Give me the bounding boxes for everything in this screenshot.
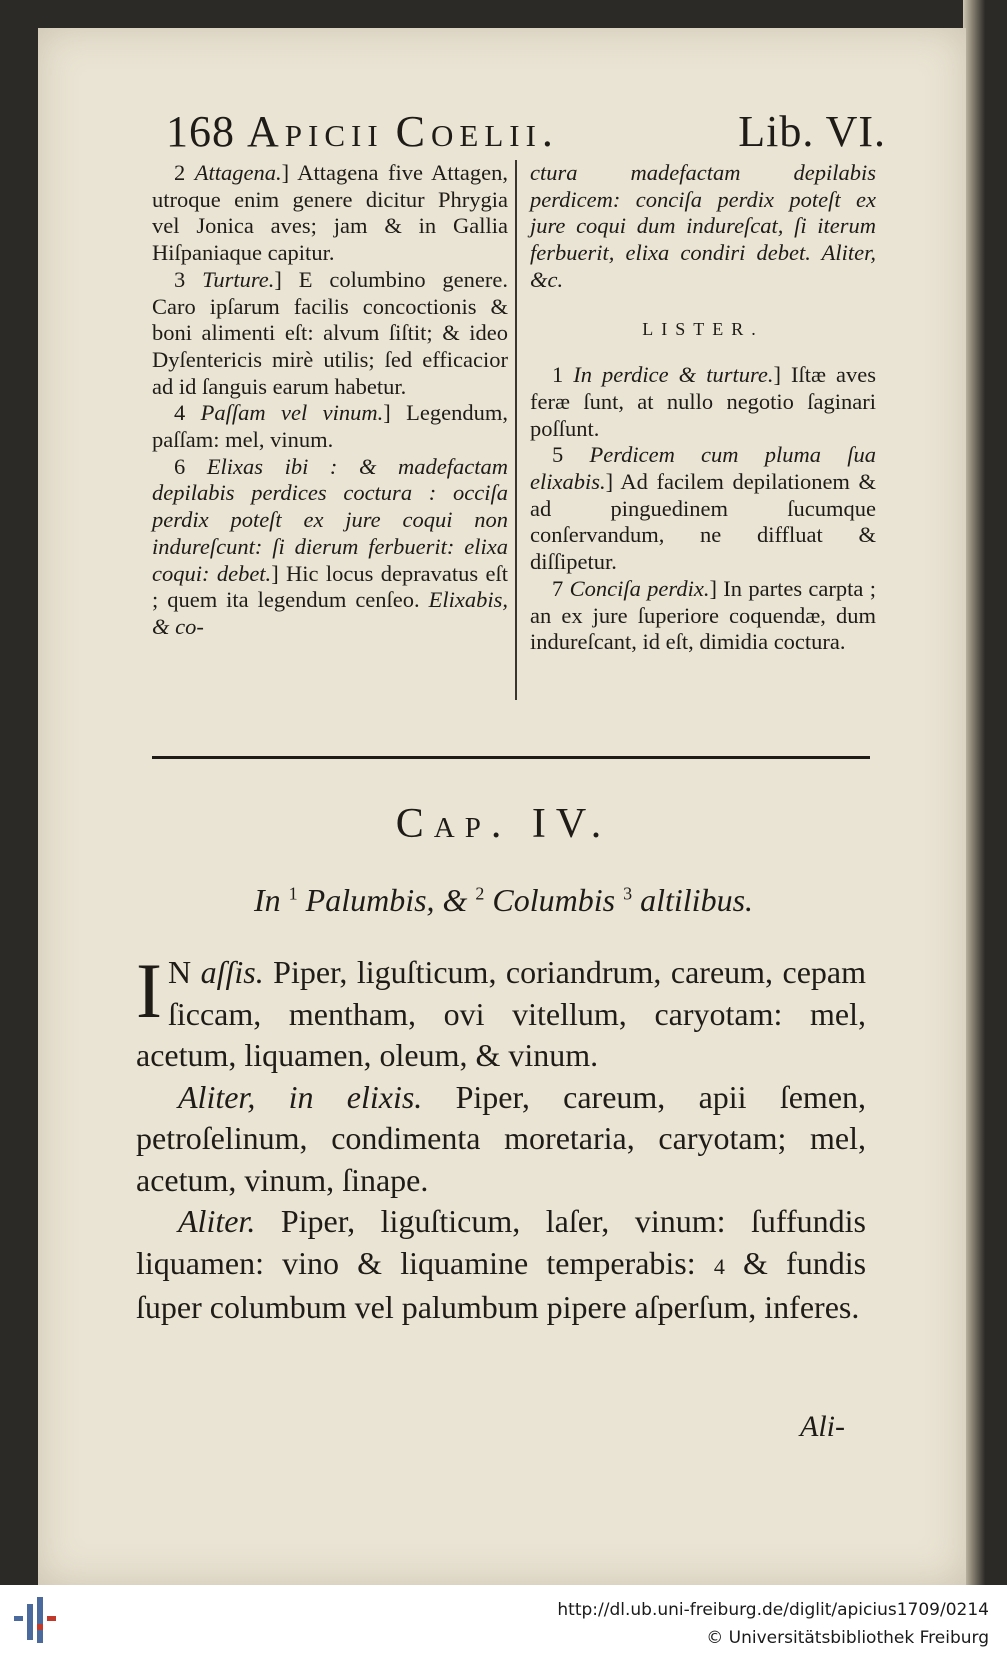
header-book: Lib. VI. xyxy=(738,107,886,156)
chapter-title: Cap. IV. xyxy=(395,801,612,847)
note-4: 4 Paſſam vel vinum.] Legendum, paſſam: mel, vinum. xyxy=(152,400,508,453)
running-header xyxy=(166,106,886,157)
lister-note-1: 1 In perdice & turture.] Iſtæ aves feræ ſunt, at nullo negotio ſaginari poſſunt. xyxy=(530,362,876,441)
recipe-paragraph-2: Aliter, in elixis. Piper, careum, apii ſemen, petroſelinum, condimenta moretaria, caryotam; mel, acetum, vinum, ſinape. xyxy=(136,1078,867,1198)
horizontal-rule xyxy=(152,756,870,759)
note-6-continuation: ctura madefactam depilabis perdicem: conciſa perdix poteſt ex jure coqui dum indureſcat, ſi iterum ferbuerit, elixa condiri debet. Aliter, &c. xyxy=(530,160,876,292)
recipe-paragraph-1: I N aſſis. Piper, liguſticum, coriandrum, careum, cepam ſiccam, mentham, ovi vitellum, caryotam: mel, acetum, liquamen, oleum, & vinum. xyxy=(136,947,866,1073)
note-2: 2 Attagena.] Attagena five Attagen, utroque enim genere dicitur Phrygia vel Jonica aves; jam & in Gallia Hiſpaniaque capitur. xyxy=(152,160,508,266)
permalink-url[interactable]: http://dl.ub.uni-freiburg.de/diglit/apicius1709/0214 xyxy=(557,1600,989,1620)
recipe-body xyxy=(136,947,867,1329)
catchword: Ali- xyxy=(800,1410,845,1443)
recipe-paragraph-3: Aliter. Piper, liguſticum, laſer, vinum: ſuffundis liquamen: vino & liquamine temperabis: 4 & fundis ſuper columbum vel palumbum pipere aſperſum, inferes. xyxy=(136,1203,867,1325)
notes-left-column xyxy=(152,160,508,641)
note-3: 3 Turture.] E columbino genere. Caro ipſarum facilis concoctionis & boni alimenti eſt: alvum ſiſtit; & ideo Dyſentericis mirè utilis; ſed efficacior ad id ſanguis earum habetur. xyxy=(152,266,508,399)
page-number: 168 xyxy=(166,107,235,156)
copyright-text: © Universitätsbibliothek Freiburg xyxy=(706,1628,989,1648)
lister-heading: LISTER. xyxy=(642,318,764,339)
notes-right-column xyxy=(530,160,876,656)
chapter-subtitle: In $^1$ Palumbis, & $^2$ Columbis $^3$ altilibus. xyxy=(253,882,754,918)
header-title-b: Coelii. xyxy=(395,107,559,156)
note-6: 6 Elixas ibi : & madefactam depilabis perdices coctura : occiſa perdix poteſt ex jure coqui non indureſcunt: ſi dierum ferbuerit: elixa coqui: debet.] Hic locus depravatus eſt ; quem ita legendum cenſeo. Elixabis, & co- xyxy=(152,453,508,639)
lister-note-5: 5 Perdicem cum pluma ſua elixabis.] Ad facilem depilationem & ad pinguedinem ſucumque conſervandum, ne diffluat & diſſipetur. xyxy=(530,442,876,575)
page-edge xyxy=(963,0,985,1585)
drop-cap: I xyxy=(136,947,162,1034)
lister-note-7: 7 Conciſa perdix.] In partes carpta ; an ex jure ſuperiore coquendæ, dum indureſcant, id eſt, dimidia coctura. xyxy=(530,575,876,655)
header-title-a: Apicii xyxy=(247,107,384,156)
column-divider xyxy=(515,160,517,700)
ub-freiburg-logo-icon xyxy=(14,1594,64,1646)
